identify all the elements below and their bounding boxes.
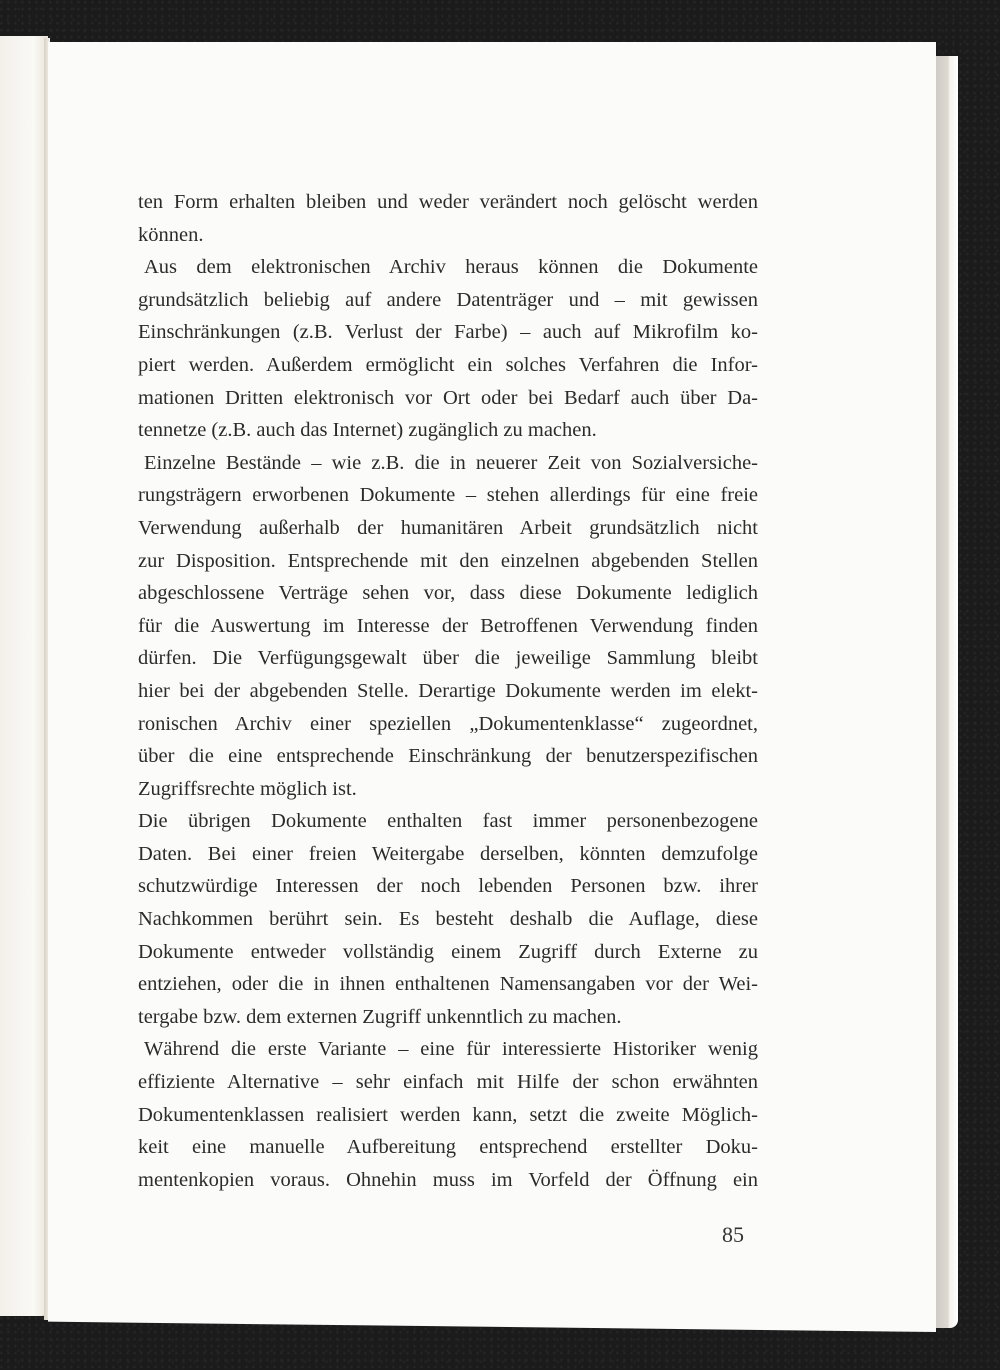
text-line: für die Auswertung im Interesse der Betroffenen Verwendung finden bbox=[138, 614, 758, 637]
text-line: Zugriffsrechte möglich ist. bbox=[138, 777, 357, 800]
text-line: effiziente Alternative – sehr einfach mit Hilfe der schon erwähnten bbox=[138, 1071, 758, 1094]
text-line: Die übrigen Dokumente enthalten fast immer personenbezogene bbox=[138, 810, 758, 833]
text-line: keit eine manuelle Aufbereitung entsprechend erstellter Doku- bbox=[138, 1136, 758, 1159]
text-line: Daten. Bei einer freien Weitergabe derselben, könnten demzufolge bbox=[138, 842, 758, 865]
page-stack-edge bbox=[936, 56, 958, 1328]
text-line: tennetze (z.B. auch das Internet) zugänglich zu machen. bbox=[138, 419, 597, 442]
text-line: hier bei der abgebenden Stelle. Derartige Dokumente werden im elekt- bbox=[138, 679, 758, 702]
body-text bbox=[138, 186, 758, 1196]
text-line: Einschränkungen (z.B. Verlust der Farbe) – auch auf Mikrofilm ko- bbox=[138, 321, 758, 344]
text-line: Verwendung außerhalb der humanitären Arbeit grundsätzlich nicht bbox=[138, 516, 758, 539]
text-line: mationen Dritten elektronisch vor Ort oder bei Bedarf auch über Da- bbox=[138, 386, 758, 409]
text-line: Nachkommen berührt sein. Es besteht deshalb die Auflage, diese bbox=[138, 908, 758, 931]
text-line: dürfen. Die Verfügungsgewalt über die jeweilige Sammlung bleibt bbox=[138, 647, 758, 670]
text-line: können. bbox=[138, 223, 204, 246]
text-line: Dokumente entweder vollständig einem Zugriff durch Externe zu bbox=[138, 940, 758, 963]
text-line: Aus dem elektronischen Archiv heraus können die Dokumente bbox=[144, 256, 758, 279]
paragraph bbox=[138, 447, 758, 806]
text-line: über die eine entsprechende Einschränkung der benutzerspezifischen bbox=[138, 745, 758, 768]
text-line: ronischen Archiv einer speziellen „Dokumentenklasse“ zugeordnet, bbox=[138, 712, 758, 735]
paragraph bbox=[138, 251, 758, 447]
text-line: entziehen, oder die in ihnen enthaltenen Namensangaben vor der Wei- bbox=[138, 973, 758, 996]
text-line: abgeschlossene Verträge sehen vor, dass diese Dokumente lediglich bbox=[138, 582, 758, 605]
text-line: piert werden. Außerdem ermöglicht ein solches Verfahren die Infor- bbox=[138, 353, 758, 376]
paragraph bbox=[138, 805, 758, 1033]
text-line: Dokumentenklassen realisiert werden kann, setzt die zweite Möglich- bbox=[138, 1103, 758, 1126]
text-line: Einzelne Bestände – wie z.B. die in neuerer Zeit von Sozialversiche- bbox=[144, 451, 758, 474]
paragraph bbox=[138, 186, 758, 251]
text-line: grundsätzlich beliebig auf andere Datenträger und – mit gewissen bbox=[138, 288, 758, 311]
paragraph bbox=[138, 1033, 758, 1196]
text-line: zur Disposition. Entsprechende mit den einzelnen abgebenden Stellen bbox=[138, 549, 758, 572]
text-line: rungsträgern erworbenen Dokumente – stehen allerdings für eine freie bbox=[138, 484, 758, 507]
text-line: schutzwürdige Interessen der noch lebenden Personen bzw. ihrer bbox=[138, 875, 758, 898]
text-line: tergabe bzw. dem externen Zugriff unkenntlich zu machen. bbox=[138, 1005, 622, 1028]
text-line: ten Form erhalten bleiben und weder verändert noch gelöscht werden bbox=[138, 191, 758, 213]
page-number: 85 bbox=[722, 1222, 744, 1247]
text-line: Während die erste Variante – eine für interessierte Historiker wenig bbox=[144, 1038, 758, 1061]
text-line: mentenkopien voraus. Ohnehin muss im Vorfeld der Öffnung ein bbox=[138, 1168, 758, 1191]
facing-page-edge bbox=[0, 36, 48, 1316]
